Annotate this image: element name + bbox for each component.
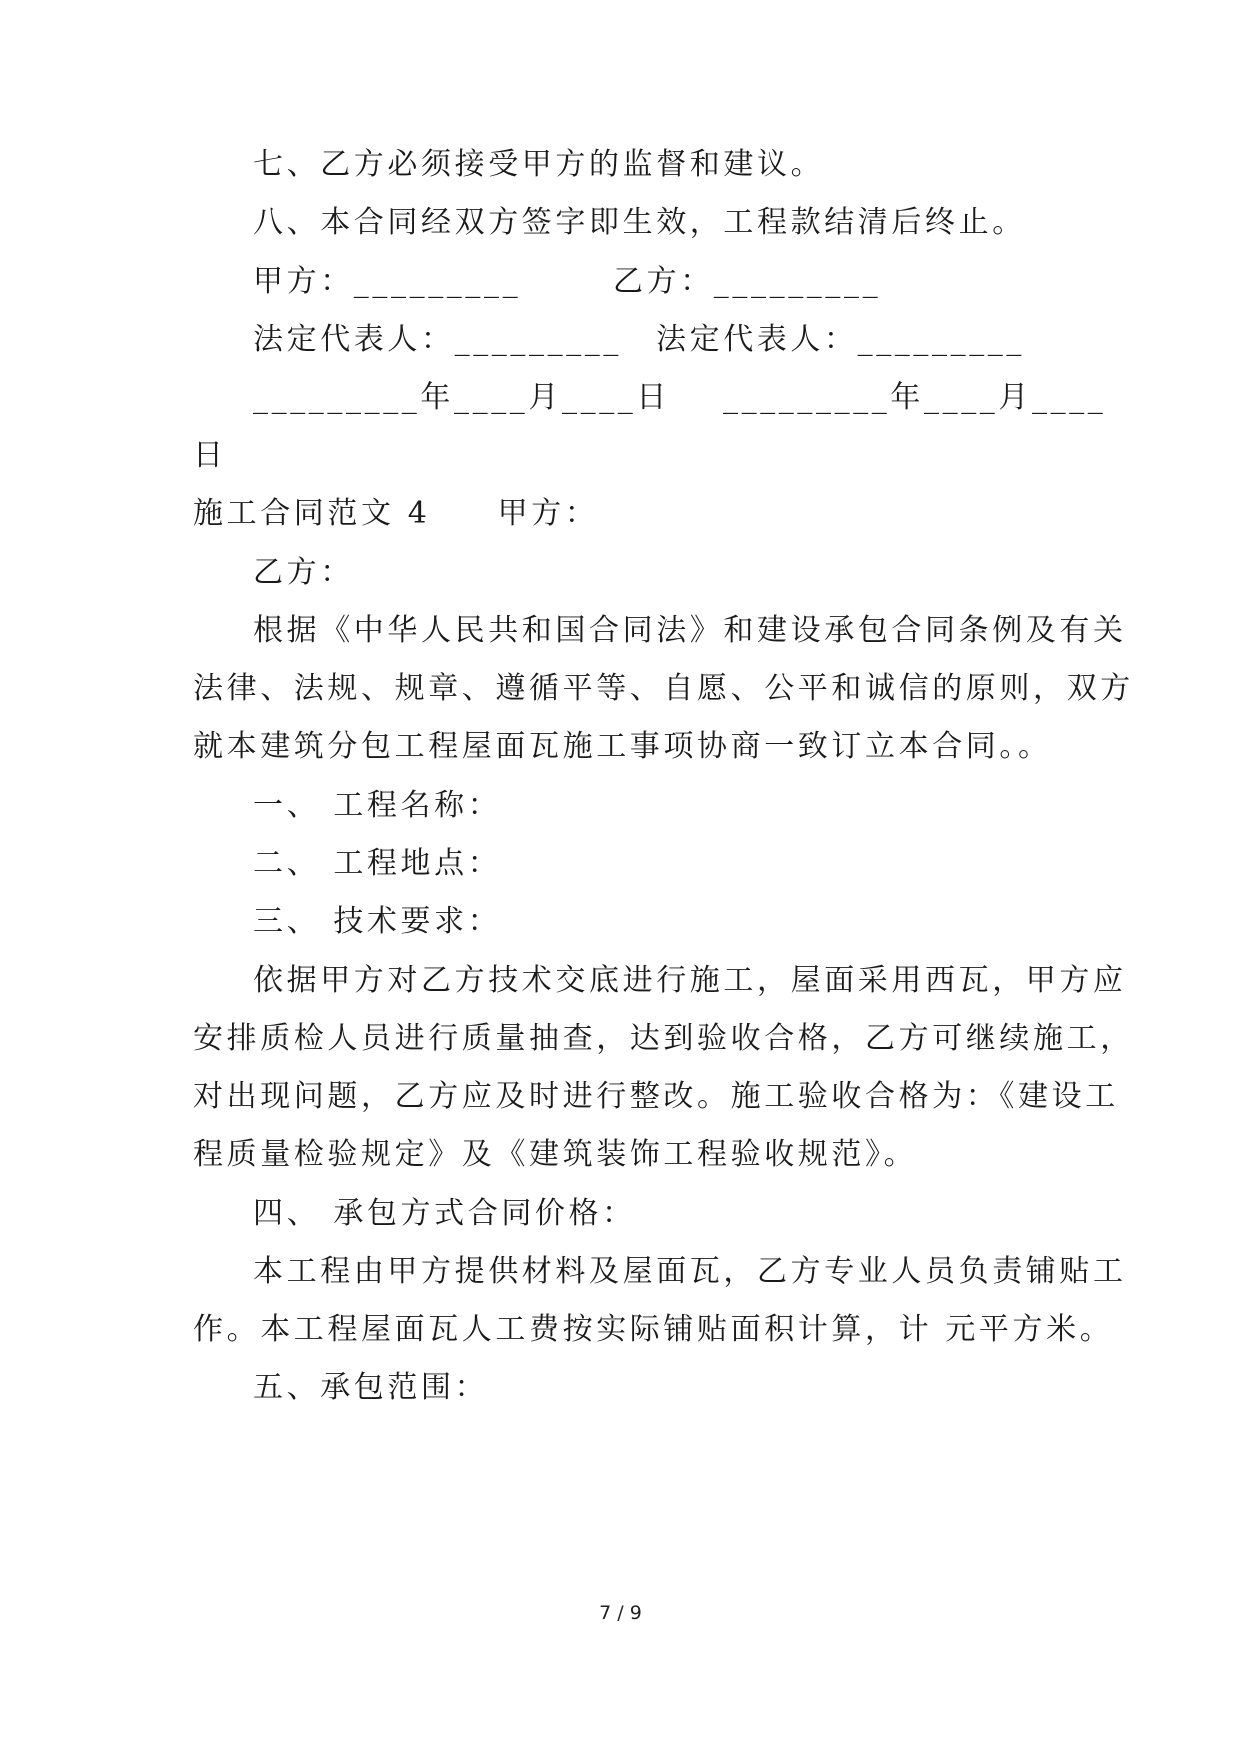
page-number: 7 / 9: [599, 1602, 642, 1624]
paragraph-2-line-1: 依据甲方对乙方技术交底进行施工，屋面采用西瓦，甲方应: [253, 963, 1127, 998]
signature-party-b: 乙方：_________: [613, 264, 882, 299]
paragraph-1-line-3: 就本建筑分包工程屋面瓦施工事项协商一致订立本合同。。: [193, 729, 1052, 764]
paragraph-2-line-3: 对出现问题，乙方应及时进行整改。施工验收合格为：《建设工: [193, 1079, 1119, 1114]
paragraph-1-line-2: 法律、法规、规章、遵循平等、自愿、公平和诚信的原则，双方: [193, 671, 1134, 706]
paragraph-3-line-2: 作。本工程屋面瓦人工费按实际铺贴面积计算，计 元平方米。: [193, 1312, 1114, 1347]
signature-party-a: 甲方：_________: [253, 264, 522, 299]
paragraph-2-line-2: 安排质检人员进行质量抽查，达到验收合格，乙方可继续施工，: [193, 1021, 1134, 1056]
date-party-b-end: 日: [193, 438, 227, 473]
heading-project-location: 二、 工程地点：: [253, 846, 502, 881]
legal-rep-party-b: 法定代表人：_________: [656, 322, 1025, 357]
clause-7: 七、乙方必须接受甲方的监督和建议。: [253, 147, 825, 182]
paragraph-3-line-1: 本工程由甲方提供材料及屋面瓦，乙方专业人员负责铺贴工: [253, 1254, 1127, 1289]
heading-technical-requirements: 三、 技术要求：: [253, 904, 502, 939]
contract-title: 施工合同范文 4 甲方：: [193, 496, 599, 531]
date-party-b: _________年____月____: [723, 380, 1107, 415]
date-party-a: _________年____月____日: [253, 380, 670, 415]
heading-contract-price: 四、 承包方式合同价格：: [253, 1196, 636, 1231]
paragraph-2-line-4: 程质量检验规定》及《建筑装饰工程验收规范》。: [193, 1137, 918, 1172]
paragraph-1-line-1: 根据《中华人民共和国合同法》和建设承包合同条例及有关: [253, 613, 1127, 648]
heading-project-name: 一、 工程名称：: [253, 788, 502, 823]
party-b-label: 乙方：: [253, 555, 354, 590]
heading-contract-scope: 五、承包范围：: [253, 1370, 489, 1405]
legal-rep-party-a: 法定代表人：_________: [253, 322, 622, 357]
clause-8: 八、本合同经双方签字即生效，工程款结清后终止。: [253, 205, 1026, 240]
